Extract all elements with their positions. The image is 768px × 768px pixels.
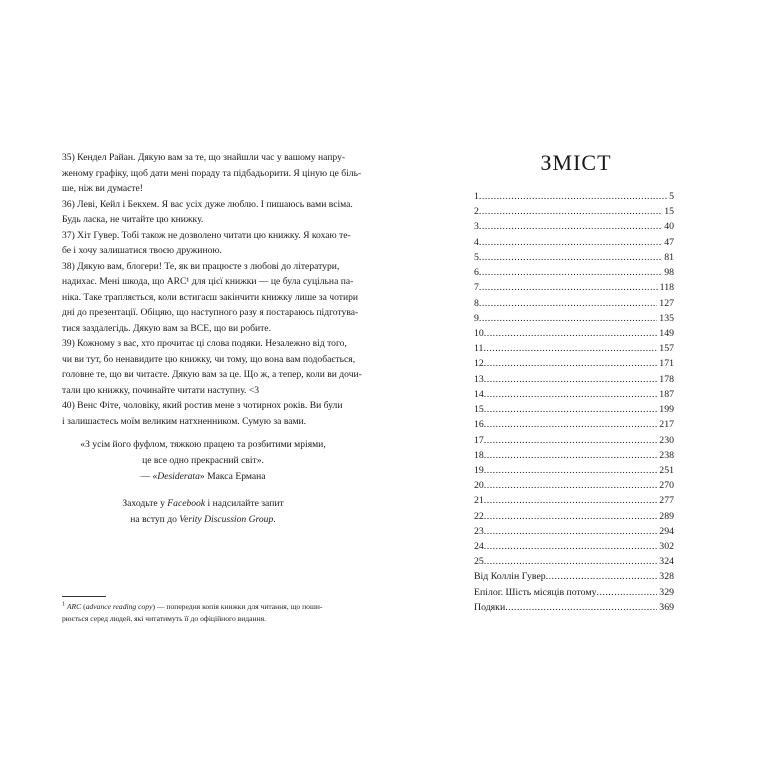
toc-entry-label: 11 [474, 343, 484, 355]
toc-entry [474, 495, 674, 510]
toc-entry-label: 24 [474, 541, 484, 553]
toc-entry [474, 206, 674, 221]
toc-leader-dots [484, 480, 658, 491]
toc-entry [474, 571, 674, 586]
toc-entry-label: 17 [474, 434, 484, 446]
toc-entry [474, 343, 674, 358]
toc-entry [474, 587, 674, 602]
toc-entry [474, 358, 674, 373]
toc-entry [474, 237, 674, 252]
toc-entry-label: 3 [474, 221, 479, 233]
toc-entry-label: 14 [474, 388, 484, 400]
right-page [384, 0, 768, 768]
toc-entry-label: 15 [474, 404, 484, 416]
footnote [62, 601, 344, 625]
toc-entry-page: 277 [659, 495, 674, 507]
toc-entry-label: 19 [474, 464, 484, 476]
toc-leader-dots [479, 267, 662, 278]
toc-leader-dots [479, 206, 662, 217]
text-line: дні до презентації. Обіцяю, що наступного разу я постараюсь підготува- [62, 307, 359, 318]
toc-entry-page: 118 [659, 282, 674, 294]
facebook-invite [62, 496, 344, 528]
table-of-contents [474, 191, 674, 617]
epigraph-quote [62, 437, 344, 485]
text-line: 35) Кендел Райан. Дякую вам за те, що знайшли час у вашому напру- [62, 152, 346, 163]
quote-attribution: — «Desiderata» Макса Ермана [140, 471, 266, 482]
toc-entry-page: 328 [659, 571, 674, 583]
acknowledgements-text [62, 150, 362, 429]
toc-entry [474, 191, 674, 206]
toc-entry-label: Подяки [474, 601, 506, 613]
toc-entry-page: 5 [669, 191, 674, 202]
toc-entry-page: 157 [659, 343, 674, 355]
text-line: 36) Леві, Кейл і Бекхем. Я вас усіх дуже люблю. І пишаюсь вами всіма. [62, 198, 353, 210]
toc-entry-label: 7 [474, 282, 479, 294]
toc-entry-page: 369 [659, 601, 674, 613]
toc-leader-dots [484, 450, 658, 461]
toc-entry [474, 480, 674, 495]
toc-entry [474, 282, 674, 297]
text-line: 38) Дякую вам, блогери! Те, як ви працюєте з любові до літератури, [62, 260, 340, 272]
toc-leader-dots [597, 587, 658, 598]
toc-entry-label: 25 [474, 556, 484, 568]
toc-leader-dots [484, 389, 658, 400]
toc-leader-dots [484, 328, 658, 339]
toc-title: ЗМІСТ [540, 150, 612, 175]
toc-entry-page: 98 [664, 267, 674, 279]
toc-entry-page: 47 [664, 236, 674, 248]
toc-entry-page: 217 [659, 419, 674, 431]
toc-entry [474, 541, 674, 556]
toc-leader-dots [479, 282, 658, 293]
toc-leader-dots [484, 495, 658, 506]
toc-entry [474, 556, 674, 571]
footnote-line-2: рюється серед людей, які читатимуть її до офіційного видання. [62, 614, 267, 623]
toc-entry-page: 149 [659, 327, 674, 339]
toc-entry [474, 313, 674, 328]
text-line: ніка. Таке трапляється, коли встигаєш закінчити книжку лише за чотири [62, 291, 359, 303]
text-line: 39) Кожному з вас, хто прочитає ці слова подяки. Незалежно від того, [62, 338, 347, 349]
text-line: тали цю книжку, починайте читати наступну. <3 [62, 384, 260, 396]
toc-entry-label: 8 [474, 297, 479, 309]
toc-leader-dots [484, 404, 658, 415]
quote-line-1: «З усім його фуфлом, тяжкою працею та розбитими мріями, [80, 439, 326, 450]
toc-entry-label: Епілог. Шість місяців потому [474, 586, 597, 598]
toc-entry-label: 12 [474, 358, 484, 370]
footnote-line-1: $^1$ ARC (advance reading copy) — попередня копія книжки для читання, що поши- [62, 601, 323, 611]
toc-entry-label: 9 [474, 312, 479, 324]
toc-entry-label: 16 [474, 419, 484, 431]
toc-entry-page: 178 [659, 373, 674, 385]
invite-line-2: на вступ до Verity Discussion Group. [130, 514, 276, 525]
toc-entry-page: 187 [659, 388, 674, 400]
toc-leader-dots [484, 511, 658, 522]
toc-entry-label: 6 [474, 267, 479, 279]
invite-line-1: Заходьте у Facebook і надсилайте запит [122, 498, 284, 509]
toc-entry-label: 21 [474, 495, 484, 507]
toc-entry-page: 230 [659, 434, 674, 446]
toc-entry-page: 171 [659, 358, 674, 370]
toc-entry-label: 20 [474, 480, 484, 492]
text-line: 37) Хіт Гувер. Тобі також не дозволено читати цю книжку. Я кохаю те- [62, 229, 351, 241]
toc-leader-dots [479, 298, 657, 309]
acknowledgement-paragraph [62, 336, 362, 398]
acknowledgement-paragraph [62, 228, 351, 259]
acknowledgement-paragraph [62, 197, 353, 228]
toc-entry-page: 199 [659, 404, 674, 416]
toc-leader-dots [505, 602, 657, 613]
acknowledgement-paragraph [62, 150, 362, 197]
toc-entry-label: 2 [474, 206, 479, 218]
toc-entry [474, 328, 674, 343]
toc-entry [474, 221, 674, 236]
toc-entry-label: 22 [474, 510, 484, 522]
toc-entry-page: 238 [659, 449, 674, 461]
toc-entry [474, 602, 674, 617]
toc-entry [474, 419, 674, 434]
toc-leader-dots [484, 374, 658, 385]
toc-leader-dots [484, 541, 658, 552]
toc-entry-page: 81 [664, 251, 674, 263]
toc-entry-label: 1 [474, 191, 479, 202]
toc-entry [474, 404, 674, 419]
toc-entry-page: 127 [659, 297, 674, 309]
text-line: ше, ніж ви думаєте! [62, 183, 143, 194]
toc-leader-dots [479, 252, 662, 263]
acknowledgement-paragraph [62, 398, 344, 429]
toc-entry-page: 15 [664, 206, 674, 218]
toc-entry-label: 23 [474, 525, 484, 537]
toc-leader-dots [484, 435, 658, 446]
toc-entry [474, 267, 674, 282]
text-line: 40) Венс Фіте, чоловіку, який ростив мене з чотирнох років. Ви були [62, 400, 343, 411]
text-line: Будь ласка, не читайте цю книжку. [62, 214, 204, 225]
quote-line-2: це все одно прекрасний світ». [142, 455, 264, 466]
toc-entry-label: 4 [474, 236, 479, 248]
toc-entry-page: 324 [659, 556, 674, 568]
toc-leader-dots [484, 419, 658, 430]
text-line: тися заздалегідь. Дякую вам за ВСЕ, що ви робите. [62, 322, 271, 334]
footnote-divider [62, 596, 106, 597]
toc-entry [474, 298, 674, 313]
toc-entry-label: 10 [474, 327, 484, 339]
text-line: і залишаєтесь моїм великим натхненником. Сумую за вами. [62, 415, 307, 427]
toc-leader-dots [484, 465, 658, 476]
toc-entry [474, 450, 674, 465]
toc-leader-dots [479, 237, 662, 248]
toc-entry [474, 435, 674, 450]
toc-entry-label: 5 [474, 251, 479, 263]
toc-entry [474, 526, 674, 541]
toc-entry-page: 251 [659, 464, 674, 476]
toc-entry-page: 289 [659, 510, 674, 522]
toc-entry-page: 270 [659, 480, 674, 492]
toc-leader-dots [479, 313, 657, 324]
toc-leader-dots [484, 358, 658, 369]
toc-leader-dots [484, 556, 658, 567]
toc-entry-page: 302 [659, 541, 674, 553]
toc-leader-dots [483, 343, 657, 354]
toc-entry [474, 252, 674, 267]
acknowledgement-paragraph [62, 259, 359, 337]
toc-entry-page: 294 [659, 525, 674, 537]
toc-entry-label: Від Коллін Гувер [474, 571, 546, 583]
toc-entry-page: 40 [664, 221, 674, 233]
toc-entry [474, 389, 674, 404]
toc-leader-dots [479, 191, 667, 202]
toc-leader-dots [484, 526, 658, 537]
toc-entry [474, 511, 674, 526]
toc-entry-label: 13 [474, 373, 484, 385]
toc-entry-page: 135 [659, 312, 674, 324]
toc-leader-dots [546, 571, 658, 582]
text-line: женому графіку, щоб дати мені пораду та підбадьорити. Я ціную це біль- [62, 167, 362, 179]
toc-entry-label: 18 [474, 449, 484, 461]
toc-entry-page: 329 [659, 586, 674, 598]
toc-entry [474, 465, 674, 480]
toc-leader-dots [479, 221, 662, 232]
toc-entry [474, 374, 674, 389]
text-line: головне те, що ви читаєте. Дякую вам за це. Що ж, а тепер, коли ви дочи- [62, 369, 362, 380]
text-line: бе і хочу залишатися твоєю дружиною. [62, 245, 222, 256]
text-line: надихає. Мені шкода, що ARC¹ для цієї книжки — це була суцільна па- [62, 276, 354, 287]
text-line: чи ви тут, бо ненавидите цю книжку, чи тому, що вона вам подобається, [62, 353, 356, 365]
